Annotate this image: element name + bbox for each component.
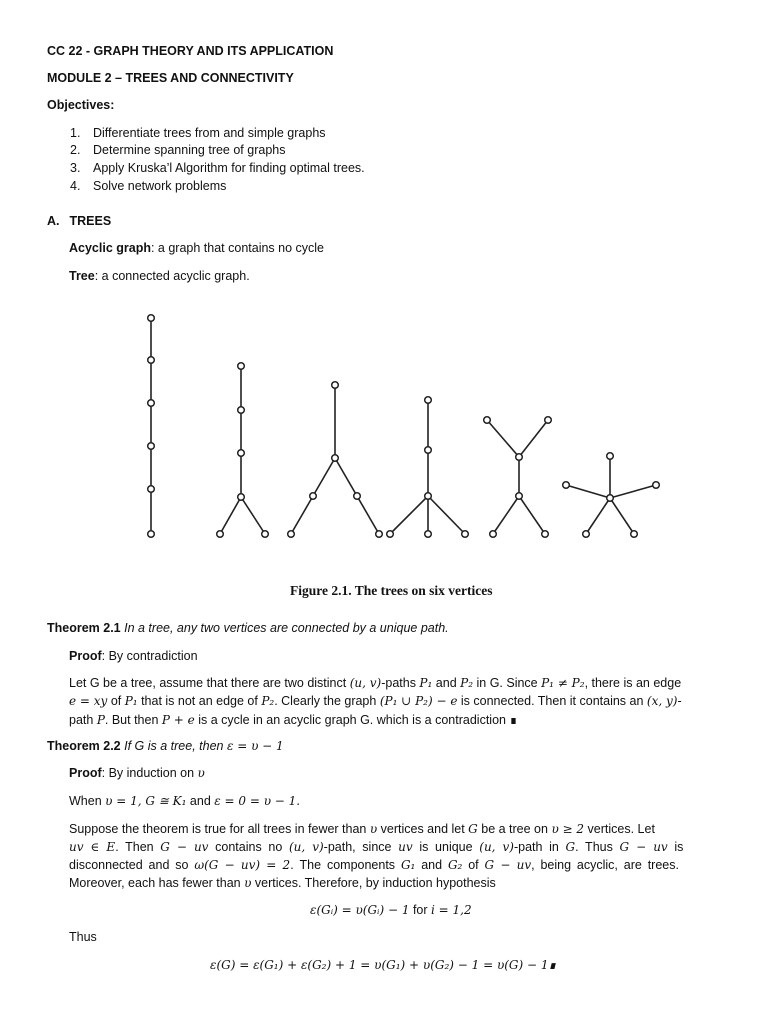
objective-item bbox=[70, 179, 226, 193]
text: is bbox=[667, 840, 684, 854]
proof-2-1-line bbox=[69, 712, 517, 727]
math: G − uv bbox=[619, 840, 668, 854]
text: for bbox=[409, 903, 432, 917]
text: and bbox=[186, 794, 215, 808]
text: and bbox=[432, 676, 461, 690]
math: P₁ bbox=[124, 694, 138, 708]
equation-2: ε(G) = ε(G₁) + ε(G₂) + 1 = υ(G₁) + υ(G₂) − 1 = υ(G) − 1∎ bbox=[210, 958, 557, 972]
definition: : a connected acyclic graph. bbox=[94, 269, 250, 283]
text: and bbox=[415, 858, 448, 872]
text: vertices. Therefore, by induction hypothesis bbox=[251, 876, 496, 890]
math: P₁ ≠ P₂ bbox=[541, 676, 585, 690]
text: - bbox=[677, 694, 682, 708]
objective-number: 3. bbox=[70, 161, 81, 175]
theorem-label: Theorem 2.2 bbox=[47, 739, 121, 753]
math: G₂ bbox=[447, 858, 463, 872]
proof-2-2-heading bbox=[69, 766, 205, 780]
text: is a cycle in an acyclic graph G. which is a contradiction ∎ bbox=[194, 713, 518, 727]
math: i = 1,2 bbox=[431, 903, 472, 917]
theorem-statement: If G is a tree, then bbox=[120, 739, 227, 753]
math: G₁ bbox=[400, 858, 416, 872]
text: -path in bbox=[513, 840, 566, 854]
math: G bbox=[468, 822, 478, 836]
proof-2-1-line bbox=[69, 694, 682, 708]
text: Let G be a tree, assume that there are two distinct bbox=[69, 676, 350, 690]
math: υ bbox=[369, 822, 378, 836]
math: P + e bbox=[161, 713, 195, 727]
module-title: MODULE 2 – TREES AND CONNECTIVITY bbox=[47, 71, 294, 85]
induction-line bbox=[69, 840, 683, 854]
induction-line bbox=[69, 858, 679, 872]
induction-line bbox=[69, 822, 655, 836]
tree-definition bbox=[69, 269, 250, 283]
objective-item bbox=[70, 126, 326, 140]
text: in G. Since bbox=[473, 676, 542, 690]
text: . But then bbox=[104, 713, 162, 727]
text: vertices and let bbox=[377, 822, 469, 836]
text: path bbox=[69, 713, 97, 727]
math: ε = υ − 1 bbox=[226, 739, 284, 753]
definition: : a graph that contains no cycle bbox=[150, 241, 325, 255]
text: contains no bbox=[208, 840, 289, 854]
text: is unique bbox=[412, 840, 480, 854]
proof-method: : By contradiction bbox=[101, 649, 198, 663]
tree-edges bbox=[151, 318, 656, 534]
objective-text: Determine spanning tree of graphs bbox=[93, 143, 286, 157]
term: Tree bbox=[69, 269, 95, 283]
math: uv ∈ E bbox=[69, 840, 116, 854]
text: vertices. Let bbox=[584, 822, 655, 836]
text: Suppose the theorem is true for all trees in fewer than bbox=[69, 822, 370, 836]
math: G bbox=[565, 840, 576, 854]
math: P₁ bbox=[419, 676, 433, 690]
figure-caption: Figure 2.1. The trees on six vertices bbox=[290, 583, 493, 598]
theorem-label: Theorem 2.1 bbox=[47, 621, 121, 635]
section-a-heading bbox=[47, 214, 111, 228]
math: uv bbox=[398, 840, 413, 854]
text: When bbox=[69, 794, 106, 808]
math: G − uv bbox=[160, 840, 209, 854]
text: that is not an edge of bbox=[137, 694, 262, 708]
math: ε = 0 = υ − 1. bbox=[214, 794, 301, 808]
math: ω(G − uv) = 2 bbox=[194, 858, 291, 872]
text: -paths bbox=[381, 676, 420, 690]
proof-2-1-heading bbox=[69, 649, 198, 663]
induction-line bbox=[69, 876, 496, 890]
math: υ ≥ 2 bbox=[551, 822, 585, 836]
proof-method: : By induction on bbox=[101, 766, 198, 780]
math: (u, v) bbox=[479, 840, 514, 854]
text: , there is an edge bbox=[584, 676, 682, 690]
text: Moreover, each has fewer than bbox=[69, 876, 245, 890]
acyclic-definition bbox=[69, 241, 324, 255]
equation-1 bbox=[310, 903, 472, 917]
math: υ bbox=[197, 766, 205, 780]
course-title: CC 22 - GRAPH THEORY AND ITS APPLICATION bbox=[47, 44, 334, 58]
section-letter: A. bbox=[47, 214, 60, 228]
text: be a tree on bbox=[477, 822, 552, 836]
math: υ = 1, G ≅ K₁ bbox=[105, 794, 187, 808]
objective-number: 2. bbox=[70, 143, 81, 157]
thus-text: Thus bbox=[69, 930, 97, 944]
section-title: TREES bbox=[69, 214, 112, 228]
math: (x, y) bbox=[646, 694, 678, 708]
math: υ bbox=[244, 876, 252, 890]
objective-item bbox=[70, 143, 285, 157]
objective-number: 1. bbox=[70, 126, 81, 140]
objective-number: 4. bbox=[70, 179, 81, 193]
text: -path, since bbox=[323, 840, 399, 854]
proof-2-1-line bbox=[69, 676, 681, 690]
math: e = xy bbox=[69, 694, 108, 708]
text: disconnected and so bbox=[69, 858, 195, 872]
objective-item bbox=[70, 161, 365, 175]
text: . Thus bbox=[575, 840, 620, 854]
theorem-2-1 bbox=[47, 621, 449, 635]
tree-vertices bbox=[148, 315, 660, 538]
base-case bbox=[69, 794, 300, 808]
text: . Then bbox=[115, 840, 161, 854]
math: P₂ bbox=[261, 694, 275, 708]
text: of bbox=[462, 858, 485, 872]
text: . The components bbox=[290, 858, 401, 872]
math: P bbox=[96, 713, 105, 727]
text: , being acyclic, are trees. bbox=[531, 858, 679, 872]
text: is connected. Then it contains an bbox=[457, 694, 647, 708]
proof-label: Proof bbox=[69, 766, 102, 780]
objective-text: Apply Kruska’l Algorithm for finding optimal trees. bbox=[93, 161, 365, 175]
objectives-heading: Objectives: bbox=[47, 98, 115, 112]
theorem-2-2 bbox=[47, 739, 284, 753]
math: G − uv bbox=[484, 858, 532, 872]
math: (u, v) bbox=[288, 840, 324, 854]
term: Acyclic graph bbox=[69, 241, 151, 255]
trees-figure bbox=[0, 300, 768, 610]
text: of bbox=[107, 694, 125, 708]
objective-text: Solve network problems bbox=[93, 179, 227, 193]
math: (u, v) bbox=[349, 676, 382, 690]
objective-text: Differentiate trees from and simple graphs bbox=[93, 126, 326, 140]
text: . Clearly the graph bbox=[274, 694, 380, 708]
math: (P₁ ∪ P₂) − e bbox=[379, 694, 458, 708]
math: P₂ bbox=[460, 676, 474, 690]
proof-label: Proof bbox=[69, 649, 102, 663]
math: ε(Gᵢ) = υ(Gᵢ) − 1 bbox=[310, 903, 410, 917]
theorem-statement: In a tree, any two vertices are connected by a unique path. bbox=[120, 621, 449, 635]
